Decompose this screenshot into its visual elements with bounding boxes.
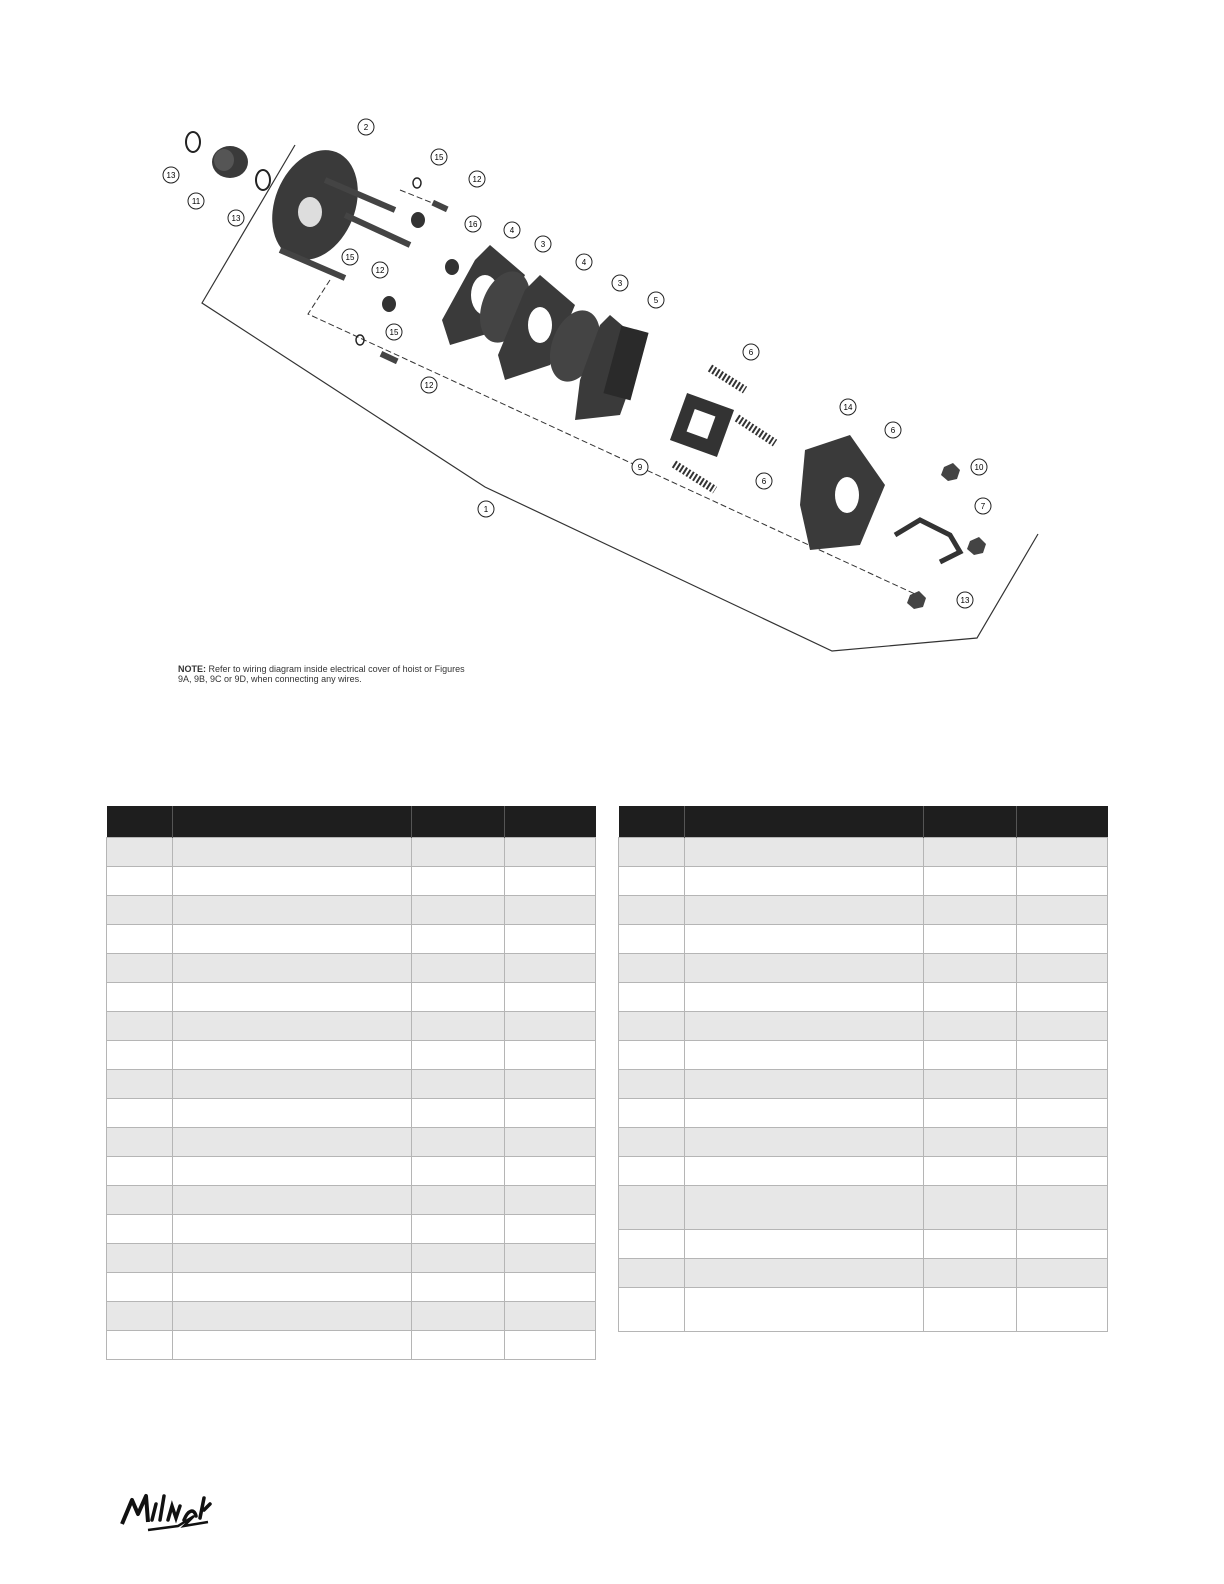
table-cell <box>173 1012 412 1041</box>
table-row <box>107 1070 596 1099</box>
table-body <box>619 838 1108 1332</box>
table-cell <box>412 1099 505 1128</box>
table-cell <box>685 1259 924 1288</box>
callout-label: 6 <box>748 348 754 357</box>
table-cell <box>1017 838 1108 867</box>
table-cell <box>107 1041 173 1070</box>
parts-list-table-right <box>618 806 1108 1332</box>
table-row <box>619 1041 1108 1070</box>
table-cell <box>1017 1230 1108 1259</box>
table-cell <box>505 1244 596 1273</box>
table-row <box>619 954 1108 983</box>
table-row <box>619 925 1108 954</box>
end-plate-part <box>257 137 410 278</box>
table-cell <box>1017 1157 1108 1186</box>
table-row <box>619 1012 1108 1041</box>
snap-ring-part <box>186 132 200 152</box>
table-cell <box>924 867 1017 896</box>
note-text: Refer to wiring diagram inside electrical cover of hoist or Figures 9A, 9B, 9C or 9D, when connecting any wires. <box>178 664 465 684</box>
table-cell <box>924 1012 1017 1041</box>
table-row <box>107 1244 596 1273</box>
table-row <box>619 867 1108 896</box>
coil-part <box>670 393 734 457</box>
bolt-part <box>431 200 448 212</box>
callout-label: 4 <box>509 226 515 235</box>
pinion-gear-part <box>212 146 248 178</box>
table-cell <box>107 1070 173 1099</box>
table-cell <box>619 1041 685 1070</box>
table-cell <box>173 1302 412 1331</box>
table-cell <box>685 867 924 896</box>
table-row <box>619 1186 1108 1230</box>
table-cell <box>1017 925 1108 954</box>
table-cell <box>107 838 173 867</box>
table-cell <box>505 983 596 1012</box>
table-cell <box>107 1157 173 1186</box>
table-cell <box>173 1157 412 1186</box>
table-cell <box>685 1128 924 1157</box>
table-cell <box>173 1215 412 1244</box>
table-row <box>619 1157 1108 1186</box>
parts-list-table-left <box>106 806 596 1360</box>
table-cell <box>412 896 505 925</box>
callout-label: 5 <box>653 296 659 305</box>
callout-label: 10 <box>974 463 984 472</box>
callout-label: 14 <box>843 403 853 412</box>
table-cell <box>173 1041 412 1070</box>
table-cell <box>173 954 412 983</box>
table-cell <box>924 1041 1017 1070</box>
milwaukee-logo <box>118 1480 214 1540</box>
table-cell <box>619 867 685 896</box>
callout-label: 12 <box>472 175 482 184</box>
table-cell <box>619 1012 685 1041</box>
table-cell <box>619 925 685 954</box>
table-row <box>619 1099 1108 1128</box>
nut-part <box>907 591 926 609</box>
callout-label: 12 <box>375 266 385 275</box>
table-cell <box>173 867 412 896</box>
table-cell <box>107 1012 173 1041</box>
table-cell <box>107 925 173 954</box>
table-cell <box>619 954 685 983</box>
table-cell <box>924 1186 1017 1230</box>
table-cell <box>412 983 505 1012</box>
table-cell <box>412 1244 505 1273</box>
table-cell <box>412 1041 505 1070</box>
table-row <box>107 1157 596 1186</box>
table-cell <box>173 983 412 1012</box>
table-cell <box>685 1012 924 1041</box>
table-row <box>619 896 1108 925</box>
table-cell <box>619 1288 685 1332</box>
table-cell <box>173 1273 412 1302</box>
table-row <box>107 1186 596 1215</box>
table-row <box>107 867 596 896</box>
callout-label: 4 <box>581 258 587 267</box>
table-cell <box>685 1230 924 1259</box>
table-row <box>107 1302 596 1331</box>
washer-part <box>356 335 364 345</box>
table-header-row <box>619 806 1108 838</box>
table-cell <box>1017 1099 1108 1128</box>
table-cell <box>505 1099 596 1128</box>
table-row <box>107 1215 596 1244</box>
table-cell <box>924 838 1017 867</box>
table-cell <box>412 925 505 954</box>
table-cell <box>412 954 505 983</box>
table-cell <box>685 1157 924 1186</box>
table-cell <box>412 1302 505 1331</box>
table-cell <box>505 896 596 925</box>
table-cell <box>173 1099 412 1128</box>
table-cell <box>505 925 596 954</box>
bushing-part <box>411 212 425 228</box>
table-row <box>107 838 596 867</box>
table-cell <box>173 838 412 867</box>
table-cell <box>412 867 505 896</box>
table-cell <box>685 925 924 954</box>
table-cell <box>924 1070 1017 1099</box>
table-cell <box>685 1288 924 1332</box>
table-cell <box>685 983 924 1012</box>
table-cell <box>107 896 173 925</box>
snap-ring-part <box>256 170 270 190</box>
table-cell <box>924 925 1017 954</box>
callout-label: 16 <box>468 220 478 229</box>
table-row <box>107 896 596 925</box>
table-row <box>107 983 596 1012</box>
table-row <box>107 1331 596 1360</box>
table-cell <box>619 838 685 867</box>
exploded-parts-diagram <box>150 110 1050 670</box>
table-cell <box>685 954 924 983</box>
table-cell <box>619 1259 685 1288</box>
table-row <box>107 1012 596 1041</box>
table-row <box>619 1128 1108 1157</box>
table-cell <box>173 1331 412 1360</box>
table-header-row <box>107 806 596 838</box>
bushing-part <box>445 259 459 275</box>
table-row <box>107 1041 596 1070</box>
callout-label: 2 <box>363 123 369 132</box>
table-cell <box>924 1259 1017 1288</box>
table-cell <box>1017 1259 1108 1288</box>
table-cell <box>412 1070 505 1099</box>
table-body <box>107 838 596 1360</box>
table-cell <box>619 1230 685 1259</box>
callout-label: 1 <box>483 505 489 514</box>
table-cell <box>412 1215 505 1244</box>
table-cell <box>924 1230 1017 1259</box>
note-heading: NOTE: <box>178 664 206 674</box>
table-cell <box>107 1273 173 1302</box>
table-cell <box>107 1099 173 1128</box>
callout-label: 13 <box>231 214 241 223</box>
table-row <box>619 1259 1108 1288</box>
table-cell <box>924 1157 1017 1186</box>
table-cell <box>685 1041 924 1070</box>
table-cell <box>107 1244 173 1273</box>
callout-label: 9 <box>637 463 643 472</box>
table-cell <box>107 1186 173 1215</box>
table-cell <box>685 896 924 925</box>
bushing-part <box>382 296 396 312</box>
table-cell <box>505 1041 596 1070</box>
callout-label: 6 <box>890 426 896 435</box>
nut-part <box>941 463 960 481</box>
table-cell <box>505 867 596 896</box>
table-cell <box>173 896 412 925</box>
table-row <box>619 1230 1108 1259</box>
magnet-housing-part <box>800 435 885 550</box>
table-cell <box>685 1099 924 1128</box>
table-cell <box>107 867 173 896</box>
table-cell <box>1017 1288 1108 1332</box>
callout-label: 15 <box>389 328 399 337</box>
table-cell <box>173 1244 412 1273</box>
wiring-note <box>178 664 478 684</box>
table-cell <box>505 1331 596 1360</box>
table-cell <box>505 1273 596 1302</box>
table-cell <box>924 1128 1017 1157</box>
table-cell <box>107 1128 173 1157</box>
table-cell <box>1017 954 1108 983</box>
table-cell <box>173 1186 412 1215</box>
table-cell <box>1017 1041 1108 1070</box>
bolt-part <box>380 351 399 364</box>
callout-label: 3 <box>617 279 623 288</box>
table-cell <box>1017 867 1108 896</box>
table-cell <box>505 1128 596 1157</box>
table-cell <box>107 1215 173 1244</box>
table-cell <box>505 1012 596 1041</box>
table-cell <box>107 1331 173 1360</box>
table-cell <box>1017 1070 1108 1099</box>
table-cell <box>173 1128 412 1157</box>
table-cell <box>412 1128 505 1157</box>
table-cell <box>1017 896 1108 925</box>
callout-label: 6 <box>761 477 767 486</box>
table-cell <box>1017 1186 1108 1230</box>
table-cell <box>505 838 596 867</box>
callout-label: 12 <box>424 381 434 390</box>
table-cell <box>1017 983 1108 1012</box>
table-row <box>107 1099 596 1128</box>
table-cell <box>619 1128 685 1157</box>
table-cell <box>505 1070 596 1099</box>
table-cell <box>685 1070 924 1099</box>
callout-label: 13 <box>166 171 176 180</box>
table-cell <box>924 896 1017 925</box>
table-cell <box>619 1070 685 1099</box>
table-cell <box>505 1302 596 1331</box>
table-cell <box>924 1288 1017 1332</box>
table-row <box>107 1128 596 1157</box>
table-row <box>619 983 1108 1012</box>
table-cell <box>412 1012 505 1041</box>
table-cell <box>619 983 685 1012</box>
table-cell <box>505 1215 596 1244</box>
table-row <box>107 925 596 954</box>
table-row <box>107 954 596 983</box>
table-cell <box>107 983 173 1012</box>
table-cell <box>924 954 1017 983</box>
table-row <box>619 1070 1108 1099</box>
table-cell <box>173 925 412 954</box>
table-cell <box>505 954 596 983</box>
nut-part <box>967 537 986 555</box>
table-cell <box>412 1186 505 1215</box>
table-cell <box>619 896 685 925</box>
table-row <box>107 1273 596 1302</box>
table-cell <box>173 1070 412 1099</box>
table-cell <box>505 1157 596 1186</box>
table-cell <box>1017 1128 1108 1157</box>
spring-clip-part <box>895 520 960 562</box>
table-cell <box>412 1331 505 1360</box>
table-cell <box>685 838 924 867</box>
table-cell <box>619 1157 685 1186</box>
table-row <box>619 1288 1108 1332</box>
washer-part <box>413 178 421 188</box>
table-cell <box>412 1157 505 1186</box>
callout-label: 7 <box>980 502 986 511</box>
callout-label: 3 <box>540 240 546 249</box>
table-cell <box>619 1186 685 1230</box>
table-cell <box>412 838 505 867</box>
table-cell <box>505 1186 596 1215</box>
table-cell <box>924 1099 1017 1128</box>
callout-label: 11 <box>191 197 201 206</box>
table-cell <box>1017 1012 1108 1041</box>
table-cell <box>412 1273 505 1302</box>
table-row <box>619 838 1108 867</box>
callout-label: 15 <box>434 153 444 162</box>
table-cell <box>924 983 1017 1012</box>
table-cell <box>107 954 173 983</box>
callout-label: 15 <box>345 253 355 262</box>
table-cell <box>107 1302 173 1331</box>
table-cell <box>619 1099 685 1128</box>
callout-label: 13 <box>960 596 970 605</box>
table-cell <box>685 1186 924 1230</box>
